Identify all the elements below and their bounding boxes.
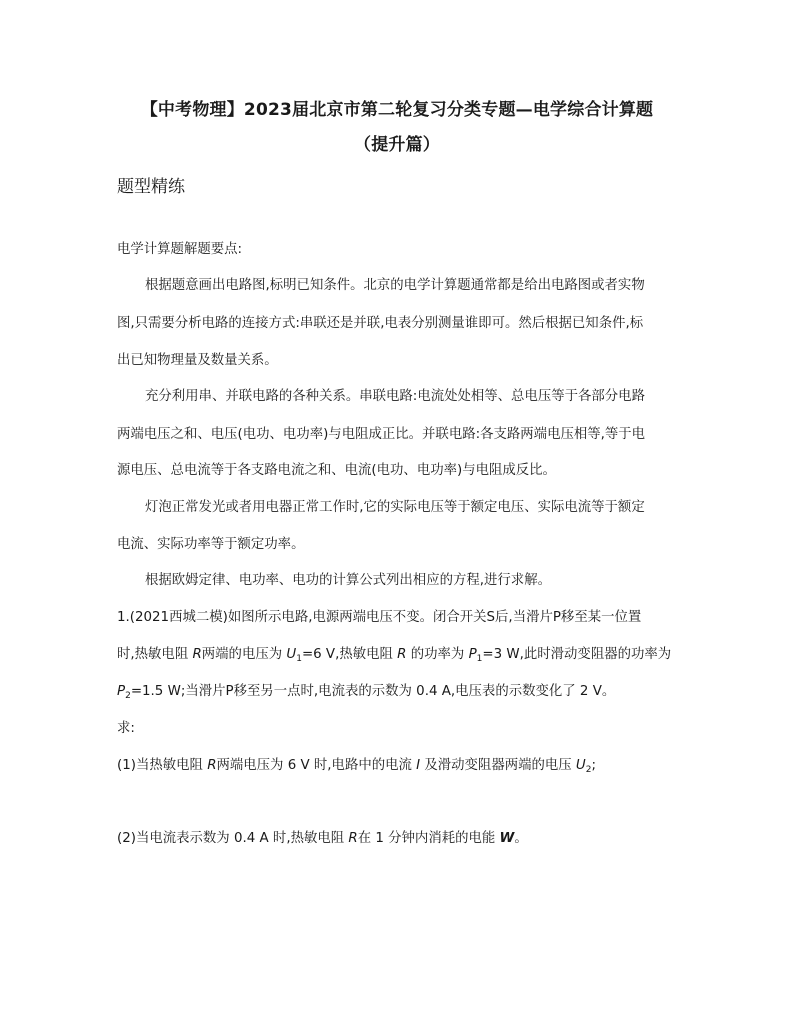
document-title: 【中考物理】2023届北京市第二轮复习分类专题—电学综合计算题 [140, 100, 654, 120]
question-1-line-3 [117, 682, 615, 706]
sq2-text: (2)当电流表示数为 0.4 A 时,热敏电阻 [117, 831, 349, 846]
sub-question-2 [117, 829, 528, 849]
paragraph-4-line-1: 根据欧姆定律、电功率、电功的计算公式列出相应的方程,进行求解。 [145, 573, 551, 588]
sq2-text: 在 1 分钟内消耗的电能 [357, 831, 500, 846]
subscript: 1 [476, 654, 483, 664]
sq1-text: (1)当热敏电阻 [117, 758, 208, 773]
q1-text: 两端的电压为 [201, 647, 287, 662]
subscript: 2 [585, 765, 592, 775]
question-1-line-2 [117, 645, 671, 669]
sq1-text: ; [591, 758, 596, 773]
q1-text: =6 V,热敏电阻 [301, 647, 398, 662]
paragraph-2-line-1: 充分利用串、并联电路的各种关系。串联电路:电流处处相等、总电压等于各部分电路 [145, 389, 645, 404]
q1-text: 时,热敏电阻 [117, 647, 193, 662]
var-r: R [192, 647, 202, 662]
sq1-text: 及滑动变阻器两端的电压 [420, 758, 576, 773]
q1-text: =3 W,此时滑动变阻器的功率为 [482, 647, 672, 662]
sq1-text: 两端电压为 6 V 时,电路中的电流 [216, 758, 417, 773]
subscript: 1 [296, 654, 302, 664]
section-heading: 题型精练 [117, 177, 185, 197]
var-r: R [207, 758, 217, 773]
paragraph-3-line-1: 灯泡正常发光或者用电器正常工作时,它的实际电压等于额定电压、实际电流等于额定 [145, 500, 645, 515]
var-r: R [348, 831, 358, 846]
document-subtitle: （提升篇） [354, 135, 440, 155]
var-i: I [416, 758, 421, 773]
paragraph-1-line-3: 出已知物理量及数量关系。 [117, 353, 278, 368]
question-1-ask: 求: [117, 721, 135, 736]
paragraph-1-line-2: 图,只需要分析电路的连接方式:串联还是并联,电表分别测量谁即可。然后根据已知条件,标 [117, 316, 644, 331]
tips-heading: 电学计算题解题要点: [117, 242, 243, 257]
paragraph-3-line-2: 电流、实际功率等于额定功率。 [117, 537, 305, 552]
var-u: U [575, 758, 586, 773]
paragraph-1-line-1: 根据题意画出电路图,标明已知条件。北京的电学计算题通常都是给出电路图或者实物 [145, 278, 645, 293]
sq2-text: 。 [514, 831, 528, 846]
q1-text: 的功率为 [406, 647, 469, 662]
var-p: P [117, 684, 126, 699]
var-u: U [286, 647, 297, 662]
paragraph-2-line-3: 源电压、总电流等于各支路电流之和、电流(电功、电功率)与电阻成反比。 [117, 463, 556, 478]
sub-question-1 [117, 756, 596, 780]
paragraph-2-line-2: 两端电压之和、电压(电功、电功率)与电阻成正比。并联电路:各支路两端电压相等,等于电 [117, 427, 646, 442]
question-1-line-1: 1.(2021西城二模)如图所示电路,电源两端电压不变。闭合开关S后,当滑片P移至某一位置 [117, 610, 642, 625]
var-r: R [397, 647, 407, 662]
var-w: W [499, 831, 515, 846]
subscript: 2 [125, 691, 131, 701]
var-p: P [468, 647, 477, 662]
q1-text: =1.5 W;当滑片P移至另一点时,电流表的示数为 0.4 A,电压表的示数变化了 2 V。 [130, 684, 616, 699]
